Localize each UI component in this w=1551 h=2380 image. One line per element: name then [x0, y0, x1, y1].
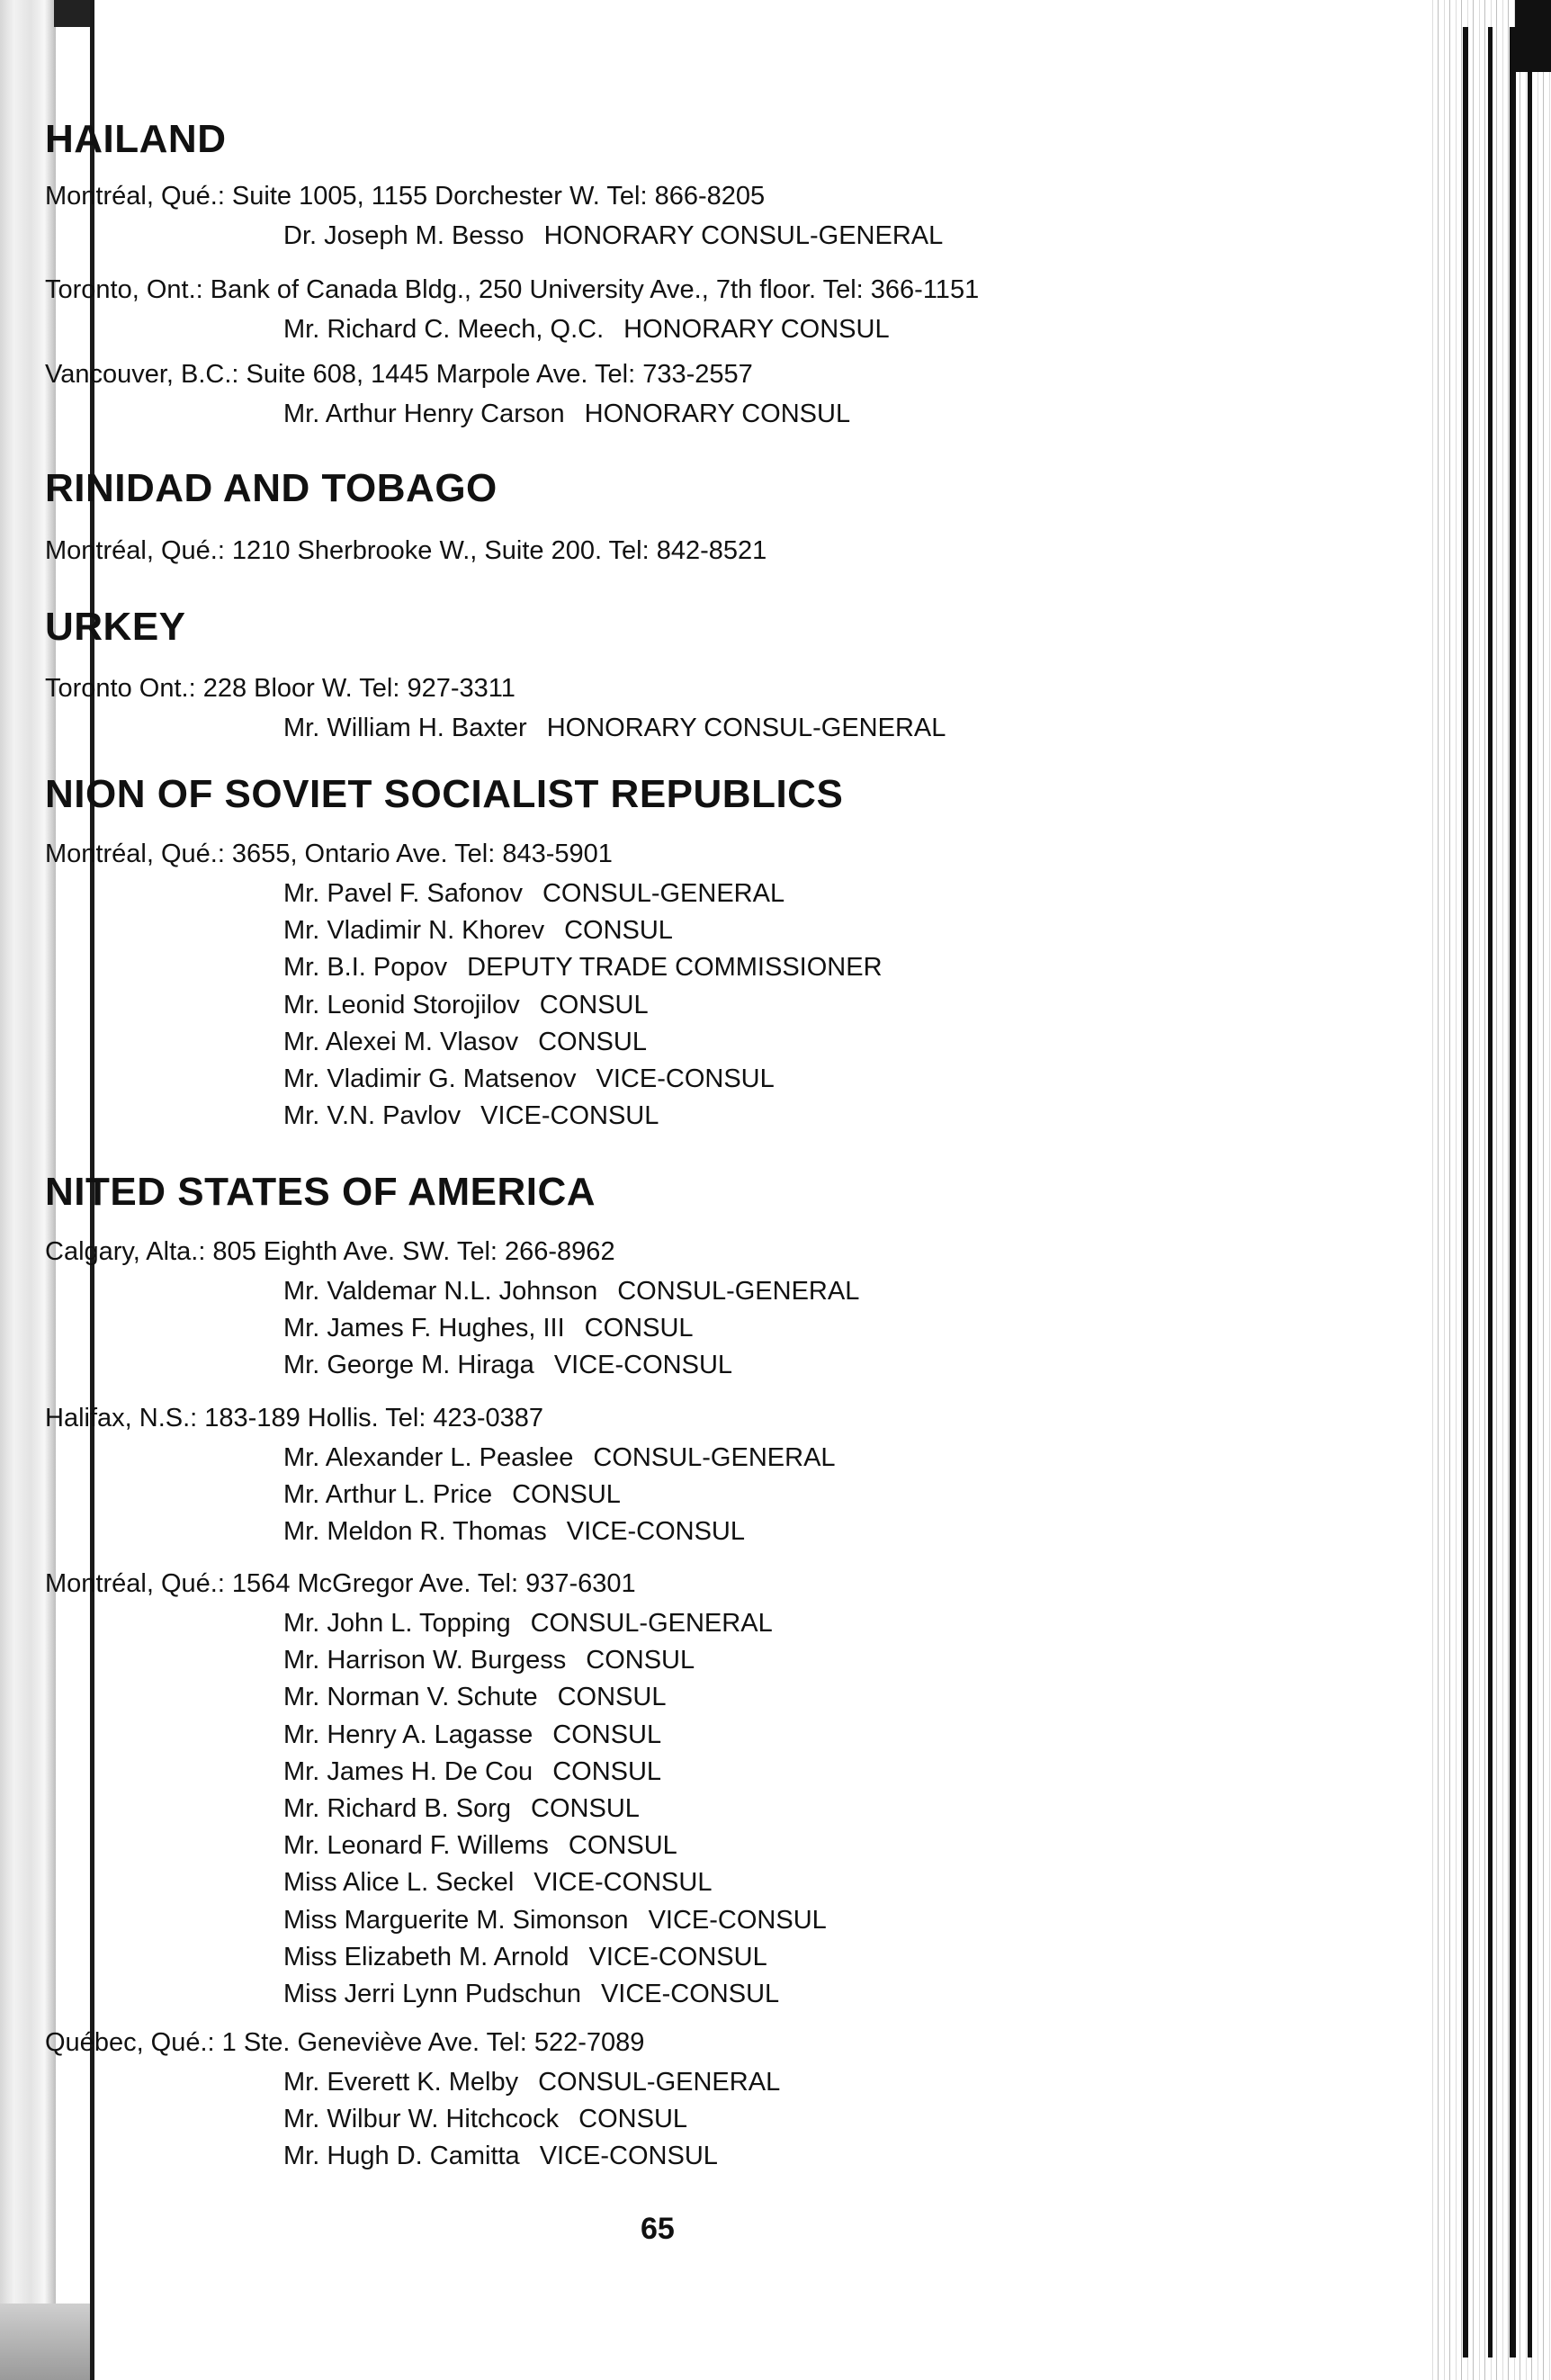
office-address: Calgary, Alta.: 805 Eighth Ave. SW. Tel: 266-8962	[45, 1237, 615, 1266]
official-name: Mr. George M. Hiraga	[283, 1351, 534, 1379]
page-corner-shadow	[1515, 0, 1551, 72]
official-entry	[283, 400, 850, 429]
office-address: Québec, Qué.: 1 Ste. Geneviève Ave. Tel: 522-7089	[45, 2028, 645, 2057]
office-address: Halifax, N.S.: 183-189 Hollis. Tel: 423-0387	[45, 1404, 543, 1432]
official-title: VICE-CONSUL	[533, 1868, 713, 1897]
official-title: CONSUL	[564, 916, 673, 945]
official-name: Mr. Henry A. Lagasse	[283, 1720, 533, 1749]
official-name: Mr. Meldon R. Thomas	[283, 1517, 547, 1546]
official-name: Mr. Everett K. Melby	[283, 2068, 519, 2097]
official-title: CONSUL	[539, 991, 649, 1019]
official-title: HONORARY CONSUL-GENERAL	[543, 221, 944, 250]
country-heading: NITED STATES OF AMERICA	[45, 1170, 596, 1214]
official-name: Mr. James F. Hughes, III	[283, 1314, 565, 1343]
official-name: Mr. Wilbur W. Hitchcock	[283, 2105, 560, 2133]
office-address: Montréal, Qué.: Suite 1005, 1155 Dorchester W. Tel: 866-8205	[45, 182, 766, 211]
official-name: Mr. Pavel F. Safonov	[283, 879, 523, 908]
official-entry	[283, 1646, 695, 1675]
official-title: CONSUL	[578, 2105, 688, 2133]
official-title: CONSUL	[552, 1720, 662, 1749]
official-entry	[283, 1980, 779, 2009]
official-name: Miss Marguerite M. Simonson	[283, 1906, 629, 1935]
official-name: Mr. Vladimir G. Matsenov	[283, 1064, 577, 1093]
official-name: Mr. Arthur L. Price	[283, 1480, 493, 1509]
official-title: DEPUTY TRADE COMMISSIONER	[467, 953, 883, 982]
official-entry	[283, 221, 943, 251]
country-heading: URKEY	[45, 605, 186, 649]
official-title: HONORARY CONSUL	[584, 400, 851, 428]
official-entry	[283, 1314, 694, 1343]
official-name: Mr. Richard B. Sorg	[283, 1794, 512, 1823]
official-title: CONSUL	[512, 1480, 621, 1509]
official-name: Mr. V.N. Pavlov	[283, 1101, 462, 1130]
official-entry	[283, 1277, 859, 1307]
official-entry	[283, 879, 784, 909]
official-title: CONSUL-GENERAL	[538, 2068, 781, 2097]
official-entry	[283, 916, 673, 946]
official-name: Mr. Hugh D. Camitta	[283, 2142, 520, 2170]
office-address: Montréal, Qué.: 1564 McGregor Ave. Tel: 937-6301	[45, 1569, 636, 1598]
official-title: VICE-CONSUL	[588, 1943, 767, 1971]
official-entry	[283, 1831, 677, 1861]
official-title: VICE-CONSUL	[600, 1980, 780, 2008]
official-entry	[283, 991, 649, 1020]
official-entry	[283, 2142, 718, 2171]
official-title: CONSUL-GENERAL	[542, 879, 785, 908]
official-title: CONSUL	[557, 1683, 667, 1711]
official-entry	[283, 1064, 775, 1094]
official-entry	[283, 1683, 666, 1712]
official-name: Miss Elizabeth M. Arnold	[283, 1943, 569, 1971]
official-name: Mr. William H. Baxter	[283, 714, 527, 742]
official-title: CONSUL-GENERAL	[530, 1609, 773, 1638]
official-title: HONORARY CONSUL	[623, 315, 890, 344]
official-entry	[283, 2068, 780, 2097]
binding-shadow-bottom	[0, 2304, 90, 2380]
country-heading: HAILAND	[45, 117, 227, 161]
official-name: Mr. Leonid Storojilov	[283, 991, 520, 1019]
office-address: Toronto Ont.: 228 Bloor W. Tel: 927-3311	[45, 674, 516, 703]
official-title: VICE-CONSUL	[539, 2142, 718, 2170]
official-name: Mr. Norman V. Schute	[283, 1683, 538, 1711]
official-name: Mr. Vladimir N. Khorev	[283, 916, 545, 945]
page-number: 65	[641, 2212, 675, 2246]
official-entry	[283, 1757, 661, 1787]
official-entry	[283, 1101, 659, 1131]
official-name: Mr. Alexei M. Vlasov	[283, 1028, 519, 1056]
official-entry	[283, 1443, 836, 1473]
official-name: Mr. B.I. Popov	[283, 953, 448, 982]
official-entry	[283, 1480, 621, 1510]
binding-shadow	[54, 0, 90, 27]
official-title: CONSUL	[586, 1646, 695, 1675]
official-name: Dr. Joseph M. Besso	[283, 221, 524, 250]
official-entry	[283, 714, 946, 743]
office-address: Montréal, Qué.: 1210 Sherbrooke W., Suite 200. Tel: 842-8521	[45, 536, 767, 565]
official-name: Mr. Harrison W. Burgess	[283, 1646, 567, 1675]
official-entry	[283, 1351, 732, 1380]
official-name: Miss Jerri Lynn Pudschun	[283, 1980, 581, 2008]
official-entry	[283, 315, 890, 345]
official-name: Mr. Leonard F. Willems	[283, 1831, 549, 1860]
official-entry	[283, 1517, 745, 1547]
country-heading: RINIDAD AND TOBAGO	[45, 466, 498, 510]
official-entry	[283, 1609, 773, 1639]
official-entry	[283, 1028, 647, 1057]
official-title: CONSUL	[552, 1757, 662, 1786]
official-title: CONSUL	[531, 1794, 640, 1823]
official-entry	[283, 1906, 827, 1935]
office-address: Montréal, Qué.: 3655, Ontario Ave. Tel: 843-5901	[45, 840, 613, 868]
official-entry	[283, 953, 883, 983]
office-address: Toronto, Ont.: Bank of Canada Bldg., 250 University Ave., 7th floor. Tel: 366-1151	[45, 275, 980, 304]
country-heading: NION OF SOVIET SOCIALIST REPUBLICS	[45, 772, 844, 816]
official-title: CONSUL-GENERAL	[593, 1443, 836, 1472]
official-name: Mr. Alexander L. Peaslee	[283, 1443, 574, 1472]
official-entry	[283, 1720, 661, 1750]
official-title: CONSUL-GENERAL	[617, 1277, 860, 1306]
official-title: VICE-CONSUL	[596, 1064, 775, 1093]
official-name: Miss Alice L. Seckel	[283, 1868, 515, 1897]
official-name: Mr. James H. De Cou	[283, 1757, 533, 1786]
official-name: Mr. John L. Topping	[283, 1609, 511, 1638]
official-title: VICE-CONSUL	[566, 1517, 745, 1546]
official-title: HONORARY CONSUL-GENERAL	[546, 714, 946, 742]
official-name: Mr. Arthur Henry Carson	[283, 400, 565, 428]
official-title: VICE-CONSUL	[553, 1351, 733, 1379]
official-title: CONSUL	[538, 1028, 647, 1056]
official-entry	[283, 2105, 687, 2134]
official-entry	[283, 1794, 640, 1824]
official-title: VICE-CONSUL	[480, 1101, 659, 1130]
official-entry	[283, 1943, 767, 1972]
official-title: VICE-CONSUL	[648, 1906, 827, 1935]
official-entry	[283, 1868, 712, 1898]
official-title: CONSUL	[568, 1831, 677, 1860]
page-stack-edge	[1427, 0, 1551, 2380]
official-name: Mr. Richard C. Meech, Q.C.	[283, 315, 605, 344]
office-address: Vancouver, B.C.: Suite 608, 1445 Marpole Ave. Tel: 733-2557	[45, 360, 753, 389]
official-title: CONSUL	[584, 1314, 694, 1343]
official-name: Mr. Valdemar N.L. Johnson	[283, 1277, 598, 1306]
